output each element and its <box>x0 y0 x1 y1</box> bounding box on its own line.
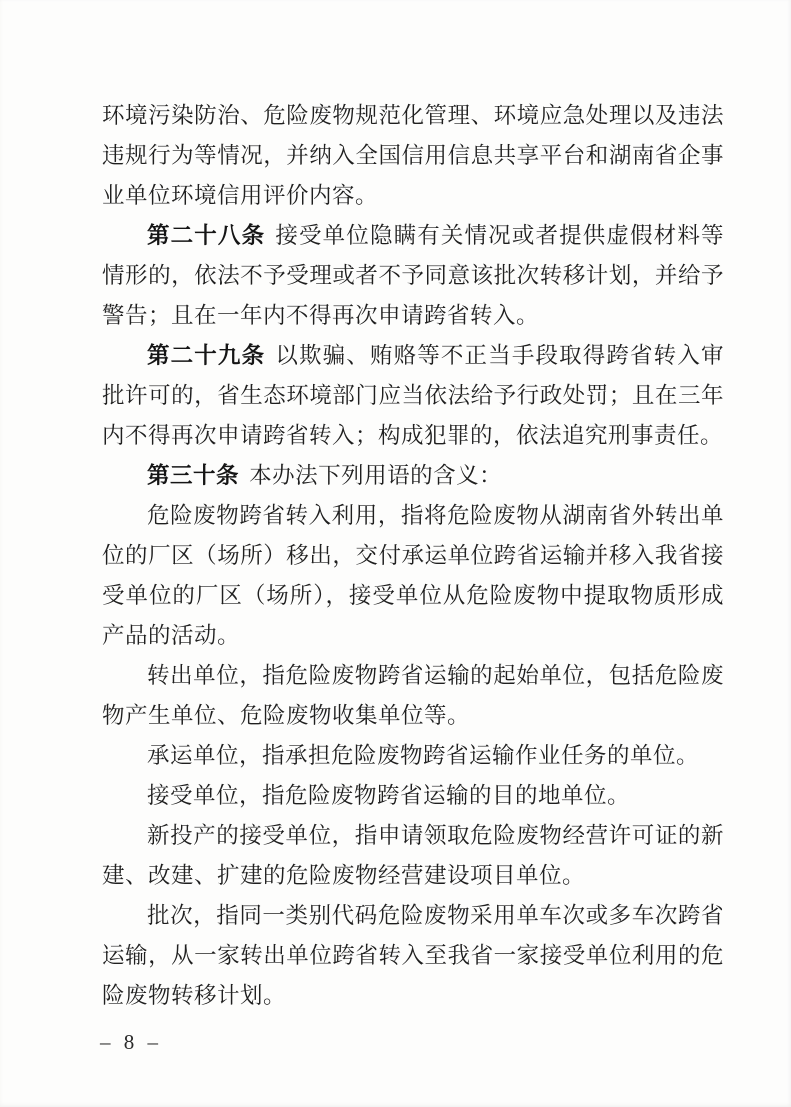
document-body <box>102 96 724 1016</box>
article-number: 第二十九条 <box>147 343 266 368</box>
paragraph-text: 环境污染防治、危险废物规范化管理、环境应急处理以及违法违规行为等情况，并纳入全国信用信息共享平台和湖南省企事业单位环境信用评价内容。 <box>102 103 724 208</box>
page-number: – 8 – <box>100 1030 162 1054</box>
paragraph-continuation <box>102 96 724 216</box>
paragraph-definition-transfer-out-unit <box>102 656 724 736</box>
paragraph-article-28 <box>102 216 724 336</box>
paragraph-text: 转出单位，指危险废物跨省运输的起始单位，包括危险废物产生单位、危险废物收集单位等。 <box>102 663 724 728</box>
paragraph-article-30 <box>102 456 724 496</box>
article-number: 第二十八条 <box>147 223 266 248</box>
paragraph-text: 新投产的接受单位，指申请领取危险废物经营许可证的新建、改建、扩建的危险废物经营建设项目单位。 <box>102 823 724 888</box>
paragraph-text: 接受单位隐瞒有关情况或者提供虚假材料等情形的，依法不予受理或者不予同意该批次转移计划，并给予警告；且在一年内不得再次申请跨省转入。 <box>102 223 724 328</box>
paragraph-text: 接受单位，指危险废物跨省运输的目的地单位。 <box>147 783 631 808</box>
paragraph-definition-new-receiving-unit <box>102 816 724 896</box>
paragraph-text: 批次，指同一类别代码危险废物采用单车次或多车次跨省运输，从一家转出单位跨省转入至我省一家接受单位利用的危险废物转移计划。 <box>102 903 724 1008</box>
paragraph-text: 以欺骗、贿赂等不正当手段取得跨省转入审批许可的，省生态环境部门应当依法给予行政处罚；且在三年内不得再次申请跨省转入；构成犯罪的，依法追究刑事责任。 <box>102 343 724 448</box>
article-number: 第三十条 <box>147 463 240 488</box>
paragraph-article-29 <box>102 336 724 456</box>
paragraph-text: 承运单位，指承担危险废物跨省运输作业任务的单位。 <box>147 743 700 768</box>
paragraph-definition-receiving-unit <box>102 776 724 816</box>
paragraph-text: 本办法下列用语的含义： <box>249 463 503 488</box>
paragraph-definition-carrier-unit <box>102 736 724 776</box>
paragraph-text: 危险废物跨省转入利用，指将危险废物从湖南省外转出单位的厂区（场所）移出，交付承运单位跨省运输并移入我省接受单位的厂区（场所），接受单位从危险废物中提取物质形成产品的活动。 <box>102 503 724 648</box>
paragraph-definition-batch <box>102 896 724 1016</box>
paragraph-definition-transfer <box>102 496 724 656</box>
